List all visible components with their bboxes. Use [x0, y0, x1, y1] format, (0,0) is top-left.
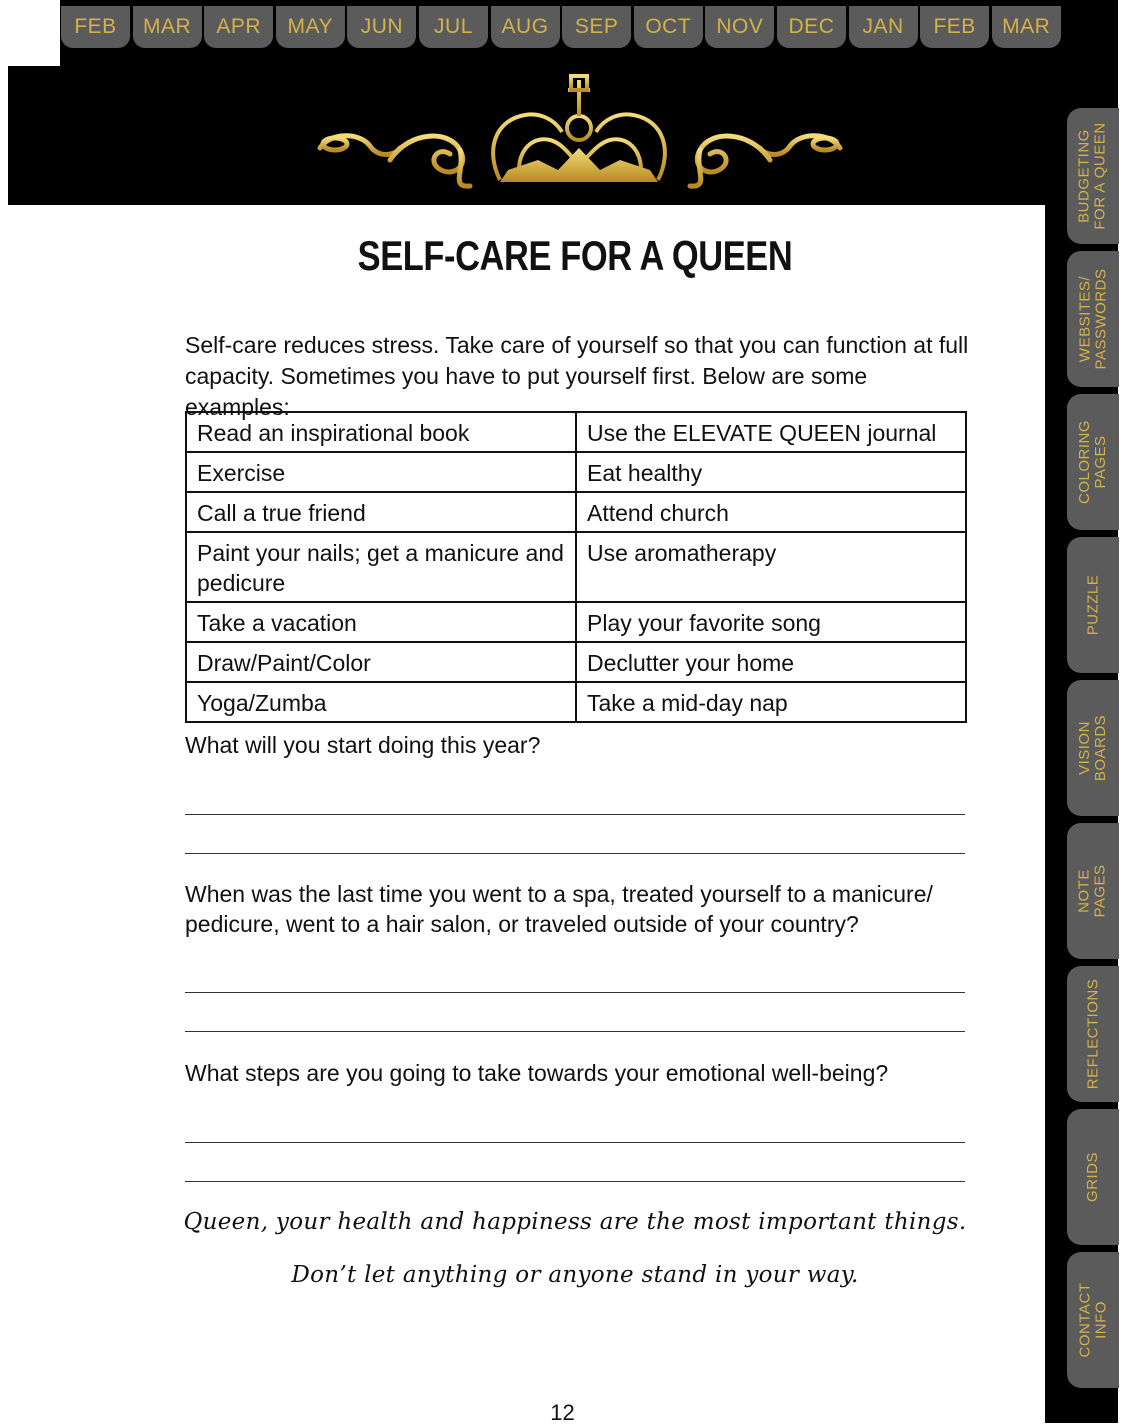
table-cell: Yoga/Zumba	[186, 682, 576, 722]
quote-line-1: Queen, your health and happiness are the most important things.	[183, 1209, 967, 1235]
page-title: SELF-CARE FOR A QUEEN	[357, 232, 793, 279]
question-start-doing: What will you start doing this year?	[185, 732, 541, 758]
table-row	[186, 452, 966, 492]
side-tab-websites[interactable]: WEBSITES/ PASSWORDS	[1067, 251, 1119, 387]
month-tab[interactable]: MAY	[276, 6, 345, 48]
crown-icon	[493, 76, 665, 182]
answer-line[interactable]	[185, 853, 965, 854]
table-row	[186, 602, 966, 642]
answer-line[interactable]	[185, 1031, 965, 1032]
table-cell: Use aromatherapy	[576, 532, 966, 602]
side-tab-puzzle[interactable]: PUZZLE	[1067, 537, 1119, 673]
month-tab[interactable]: MAR	[992, 6, 1061, 48]
question-emotional-wellbeing: What steps are you going to take towards your emotional well-being?	[185, 1060, 889, 1086]
month-tabs	[61, 6, 1063, 50]
table-row	[186, 682, 966, 722]
month-tab[interactable]: MAR	[133, 6, 202, 48]
answer-line[interactable]	[185, 992, 965, 993]
page-number: 12	[550, 1400, 575, 1425]
table-row	[186, 532, 966, 602]
month-tab[interactable]: APR	[204, 6, 273, 48]
month-tab[interactable]: DEC	[777, 6, 846, 48]
table-cell: Play your favorite song	[576, 602, 966, 642]
table-row	[186, 412, 966, 452]
table-cell: Draw/Paint/Color	[186, 642, 576, 682]
right-margin	[1118, 0, 1125, 1423]
table-cell: Declutter your home	[576, 642, 966, 682]
month-tab[interactable]: AUG	[491, 6, 560, 48]
table-cell: Eat healthy	[576, 452, 966, 492]
month-tab[interactable]: OCT	[634, 6, 703, 48]
answer-line[interactable]	[185, 1142, 965, 1143]
left-scroll-icon	[320, 136, 470, 186]
month-tab[interactable]: SEP	[562, 6, 631, 48]
table-cell: Attend church	[576, 492, 966, 532]
side-tab-coloring[interactable]: COLORING PAGES	[1067, 394, 1119, 530]
table-row	[186, 642, 966, 682]
side-tab-budgeting[interactable]: BUDGETING FOR A QUEEN	[1067, 108, 1119, 244]
table-cell: Take a mid-day nap	[576, 682, 966, 722]
left-margin	[0, 0, 8, 1423]
month-tab[interactable]: FEB	[61, 6, 130, 48]
side-tab-grids[interactable]: GRIDS	[1067, 1109, 1119, 1245]
table-cell: Exercise	[186, 452, 576, 492]
table-row	[186, 492, 966, 532]
quote-line-2: Don’t let anything or anyone stand in your way.	[291, 1262, 859, 1288]
side-tab-vision-boards[interactable]: VISION BOARDS	[1067, 680, 1119, 816]
month-tab[interactable]: FEB	[920, 6, 989, 48]
answer-line[interactable]	[185, 1181, 965, 1182]
right-scroll-icon	[690, 136, 840, 186]
answer-line[interactable]	[185, 814, 965, 815]
table-cell: Call a true friend	[186, 492, 576, 532]
month-tab[interactable]: JAN	[849, 6, 918, 48]
side-tab-reflections[interactable]: REFLECTIONS	[1067, 966, 1119, 1102]
side-tab-note-pages[interactable]: NOTE PAGES	[1067, 823, 1119, 959]
side-tab-contact-info[interactable]: CONTACT INFO	[1067, 1252, 1119, 1388]
intro-text: Self-care reduces stress. Take care of yourself so that you can function at full capacity. Sometimes you have to put yourself first. Below are some examples:	[185, 332, 969, 420]
question-last-time: When was the last time you went to a spa, treated yourself to a manicure/ pedicure, went to a hair salon, or traveled outside of your country?	[185, 881, 933, 937]
table-cell: Use the ELEVATE QUEEN journal	[576, 412, 966, 452]
examples-table	[185, 411, 967, 723]
crown-ornament	[300, 70, 860, 195]
table-cell: Paint your nails; get a manicure and pedicure	[186, 532, 576, 602]
month-tab[interactable]: JUL	[419, 6, 488, 48]
month-tab[interactable]: JUN	[347, 6, 416, 48]
header-notch	[0, 0, 60, 66]
table-cell: Take a vacation	[186, 602, 576, 642]
month-tab[interactable]: NOV	[705, 6, 774, 48]
table-cell: Read an inspirational book	[186, 412, 576, 452]
